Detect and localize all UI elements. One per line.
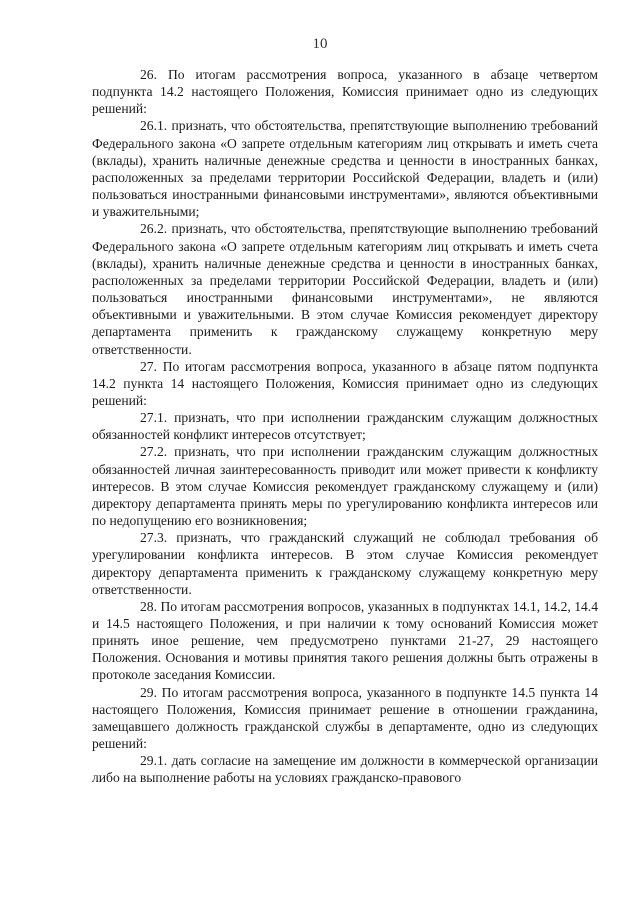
paragraph-27-2: 27.2. признать, что при исполнении гражданским служащим должностных обязанностей личная заинтересованность приводит или может привести к конфликту интересов. В этом случае Комиссия рекомендует гражданскому служащему и (или) директору департамента принять меры по урегулированию конфликта интересов или по недопущению его возникновения;	[92, 444, 598, 529]
paragraph-29: 29. По итогам рассмотрения вопроса, указанного в подпункте 14.5 пункта 14 настоящего Положения, Комиссия принимает решение в отношении гражданина, замещавшего должность гражданской службы в департаменте, одно из следующих решений:	[92, 684, 598, 752]
document-body	[92, 66, 598, 787]
paragraph-29-1: 29.1. дать согласие на замещение им должности в коммерческой организации либо на выполнение работы на условиях гражданско-правового	[92, 753, 598, 786]
paragraph-27-3: 27.3. признать, что гражданский служащий не соблюдал требования об урегулировании конфликта интересов. В этом случае Комиссия рекомендует директору департамента применить к гражданскому служащему конкретную меру ответственности.	[92, 530, 598, 597]
page-number: 10	[312, 36, 328, 52]
paragraph-26: 26. По итогам рассмотрения вопроса, указанного в абзаце четвертом подпункта 14.2 настоящего Положения, Комиссия принимает одно из следующих решений:	[92, 67, 598, 117]
paragraph-27-1: 27.1. признать, что при исполнении гражданским служащим должностных обязанностей конфликт интересов отсутствует;	[92, 410, 598, 443]
paragraph-27: 27. По итогам рассмотрения вопроса, указанного в абзаце пятом подпункта 14.2 пункта 14 настоящего Положения, Комиссия принимает одно из следующих решений:	[92, 358, 598, 408]
paragraph-26-2: 26.2. признать, что обстоятельства, препятствующие выполнению требований Федерального закона «О запрете отдельным категориям лиц открывать и иметь счета (вклады), хранить наличные денежные средства и ценности в иностранных банках, расположенных за пределами территории Российской Федерации, владеть и (или) пользоваться иностранными финансовыми инструментами», не являются объективными и уважительными. В этом случае Комиссия рекомендует директору департамента применить к гражданскому служащему конкретную меру ответственности.	[92, 221, 598, 357]
paragraph-28: 28. По итогам рассмотрения вопросов, указанных в подпунктах 14.1, 14.2, 14.4 и 14.5 настоящего Положения, и при наличии к тому оснований Комиссия может принять иное решение, чем предусмотрено пунктами 21-27, 29 настоящего Положения. Основания и мотивы принятия такого решения должны быть отражены в протоколе заседания Комиссии.	[92, 598, 598, 683]
paragraph-26-1: 26.1. признать, что обстоятельства, препятствующие выполнению требований Федерального закона «О запрете отдельным категориям лиц открывать и иметь счета (вклады), хранить наличные денежные средства и ценности в иностранных банках, расположенных за пределами территории Российской Федерации, владеть и (или) пользоваться иностранными финансовыми инструментами», являются объективными и уважительными;	[92, 118, 598, 220]
